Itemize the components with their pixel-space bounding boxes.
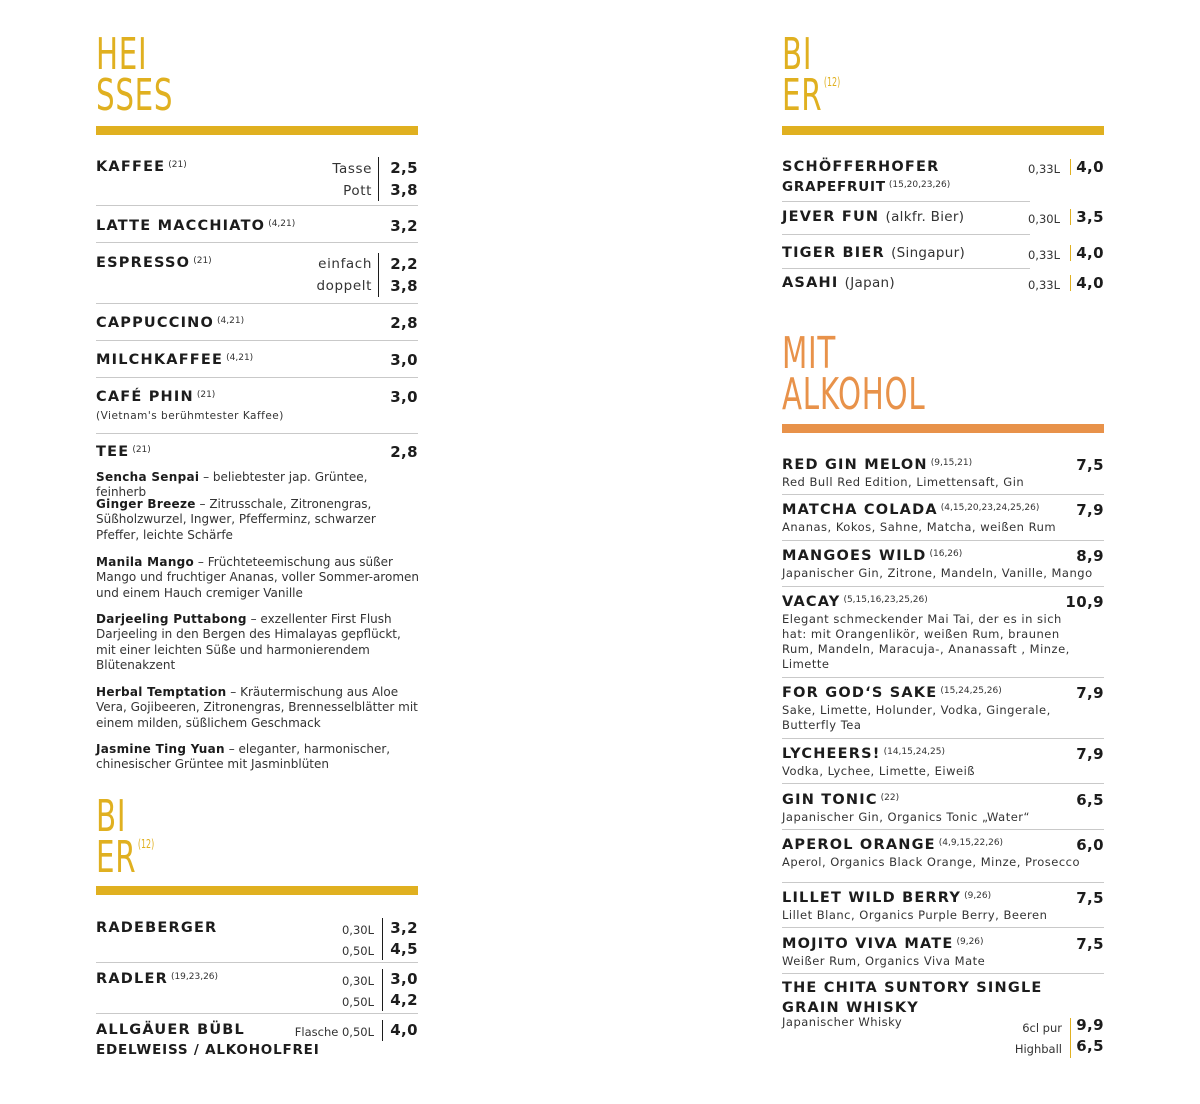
price: 3,0 xyxy=(390,388,418,406)
price: 7,5 xyxy=(1076,889,1104,907)
item-name: CAPPUCCINO xyxy=(96,315,215,331)
hot-heading-line-2: SSES xyxy=(96,70,174,121)
divider xyxy=(96,377,418,378)
menu-item-chita-whisky xyxy=(782,978,1104,1056)
item-name: VACAY xyxy=(782,594,841,610)
price: 3,2 xyxy=(390,919,418,937)
menu-item-aperol-orange xyxy=(782,835,1104,870)
size-label: Tasse xyxy=(332,161,372,177)
price: 2,8 xyxy=(390,314,418,332)
size-list xyxy=(342,971,374,1013)
price-divider xyxy=(1070,275,1071,291)
allergen-note: (4,15,20,23,24,25,26) xyxy=(940,503,1040,513)
price: 4,5 xyxy=(390,940,418,958)
size-list xyxy=(316,253,372,297)
item-name: TEE xyxy=(96,444,130,460)
price: 3,0 xyxy=(390,970,418,988)
tea-description: – Zitrusschale, Zitronengras, Süßholzwurzel, Ingwer, Pfefferminz, schwarzer Pfeffer, leichte Schärfe xyxy=(96,497,376,542)
divider xyxy=(96,242,418,243)
menu-item-jever-fun xyxy=(782,207,1104,227)
menu-item-red-gin-melon xyxy=(782,455,1104,490)
hot-heading-bar xyxy=(96,126,418,135)
price-divider xyxy=(378,253,379,297)
allergen-note: (5,15,16,23,25,26) xyxy=(843,595,928,605)
divider xyxy=(782,927,1104,928)
beer-heading xyxy=(96,791,155,883)
size-label: 0,33L xyxy=(1027,248,1060,262)
item-description: Sake, Limette, Holunder, Vodka, Gingerale, Butterfly Tea xyxy=(782,703,1051,732)
price: 7,9 xyxy=(1076,501,1104,519)
item-subtitle: (Vietnam's berühmtester Kaffee) xyxy=(96,410,284,422)
item-description: Lillet Blanc, Organics Purple Berry, Beeren xyxy=(782,908,1048,922)
menu-item-asahi xyxy=(782,273,1104,293)
item-name: ASAHI xyxy=(782,275,839,291)
price: 2,2 xyxy=(390,255,418,273)
price-divider xyxy=(382,1020,383,1041)
divider xyxy=(96,433,418,434)
price: 4,0 xyxy=(1076,274,1104,292)
price: 10,9 xyxy=(1065,593,1104,611)
tea-name: Darjeeling Puttabong xyxy=(96,612,247,626)
item-description: Aperol, Organics Black Orange, Minze, Prosecco xyxy=(782,855,1081,869)
cocktails-heading-line-1: MIT xyxy=(782,328,837,379)
item-name: RED GIN MELON xyxy=(782,457,928,473)
allergen-note: (16,26) xyxy=(929,549,963,559)
item-name: THE CHITA SUNTORY SINGLE xyxy=(782,980,1043,996)
menu-item-matcha-colada xyxy=(782,500,1104,535)
divider xyxy=(782,882,1104,883)
beer-heading-bar xyxy=(782,126,1104,135)
divider xyxy=(96,205,418,206)
divider xyxy=(782,829,1104,830)
divider xyxy=(782,973,1104,974)
menu-item-for-gods-sake xyxy=(782,683,1104,733)
allergen-note: (4,21) xyxy=(268,219,296,229)
divider xyxy=(782,738,1104,739)
tea-name: Herbal Temptation xyxy=(96,685,227,699)
item-detail: (Singapur) xyxy=(891,245,966,261)
item-name: APEROL ORANGE xyxy=(782,837,936,853)
allergen-note: (9,15,21) xyxy=(930,458,973,468)
price: 6,0 xyxy=(1076,836,1104,854)
item-description: Japanischer Gin, Organics Tonic „Water“ xyxy=(782,810,1030,824)
size-label: doppelt xyxy=(316,278,372,294)
menu-item-mangoes-wild xyxy=(782,546,1104,581)
beer-heading-line-2: ER xyxy=(782,70,823,121)
tea-name: Jasmine Ting Yuan xyxy=(96,742,225,756)
menu-item-milchkaffee xyxy=(96,350,418,370)
tea-description: – Kräutermischung aus Aloe Vera, Gojibeeren, Zitronengras, Brennesselblätter mit einem milden, süßlichem Geschmack xyxy=(96,685,418,730)
item-description: Vodka, Lychee, Limette, Eiweiß xyxy=(782,764,976,778)
price: 9,9 xyxy=(1076,1016,1104,1034)
menu-item-espresso xyxy=(96,253,418,295)
price-divider xyxy=(1070,245,1071,261)
allergen-note: (4,9,15,22,26) xyxy=(938,838,1004,848)
item-name: RADLER xyxy=(96,971,168,987)
price: 3,8 xyxy=(390,277,418,295)
menu-item-radeberger xyxy=(96,918,418,958)
price-divider xyxy=(1070,1018,1071,1058)
price: 4,0 xyxy=(1076,158,1104,176)
divider xyxy=(782,677,1104,678)
size-label: 0,50L xyxy=(341,944,374,958)
item-name-line-2: GRAIN WHISKY xyxy=(782,1000,919,1016)
price: 7,5 xyxy=(1076,935,1104,953)
price: 4,0 xyxy=(1076,244,1104,262)
allergen-note: (21) xyxy=(132,445,151,455)
tea-darjeeling xyxy=(96,612,421,674)
item-description: Japanischer Whisky xyxy=(782,1015,903,1029)
divider xyxy=(782,201,1030,202)
cocktails-heading-line-2: ALKOHOL xyxy=(782,369,926,420)
item-description: Red Bull Red Edition, Limettensaft, Gin xyxy=(782,475,1025,489)
size-label: 0,33L xyxy=(1027,162,1060,176)
item-name: KAFFEE xyxy=(96,159,166,175)
price: 7,9 xyxy=(1076,745,1104,763)
price-divider xyxy=(382,969,383,1011)
allergen-note: (15,20,23,26) xyxy=(888,180,951,190)
item-description: Weißer Rum, Organics Viva Mate xyxy=(782,954,986,968)
item-name: RADEBERGER xyxy=(96,920,218,936)
tea-description: – eleganter, harmonischer, chinesischer Grüntee mit Jasminblüten xyxy=(96,742,391,772)
price: 4,2 xyxy=(390,991,418,1009)
item-name: LATTE MACCHIATO xyxy=(96,218,266,234)
allergen-note: (19,23,26) xyxy=(170,972,219,982)
divider xyxy=(96,1013,418,1014)
price: 7,5 xyxy=(1076,456,1104,474)
size-label: 0,30L xyxy=(341,974,374,988)
allergen-note: (9,26) xyxy=(956,937,984,947)
menu-item-lillet-wild-berry xyxy=(782,888,1104,923)
menu-item-mojito-viva-mate xyxy=(782,934,1104,969)
price: 3,8 xyxy=(390,181,418,199)
size-label: 0,30L xyxy=(1027,212,1060,226)
item-name: ESPRESSO xyxy=(96,255,191,271)
beer-heading-line-2: ER xyxy=(96,832,137,883)
menu-item-allgaeuer-buebl xyxy=(96,1020,418,1060)
price: 6,5 xyxy=(1076,1037,1104,1055)
size-list xyxy=(1015,1018,1062,1060)
divider xyxy=(782,494,1104,495)
allergen-note: (4,21) xyxy=(226,353,254,363)
size-label: Highball xyxy=(1014,1042,1062,1056)
item-description: Ananas, Kokos, Sahne, Matcha, weißen Rum xyxy=(782,520,1057,534)
divider xyxy=(96,340,418,341)
price: 3,2 xyxy=(390,217,418,235)
divider xyxy=(782,540,1104,541)
item-name: MANGOES WILD xyxy=(782,548,927,564)
item-name-line-2: EDELWEISS / ALKOHOLFREI xyxy=(96,1042,320,1058)
menu-item-radler xyxy=(96,969,418,1009)
allergen-note: (12) xyxy=(137,837,155,851)
allergen-note: (14,15,24,25) xyxy=(883,747,945,757)
price-list xyxy=(1076,1015,1104,1057)
size-list xyxy=(342,920,374,962)
price-divider xyxy=(1070,209,1071,225)
menu-item-cappuccino xyxy=(96,313,418,333)
size-label: Pott xyxy=(343,183,372,199)
item-name: TIGER BIER xyxy=(782,245,885,261)
allergen-note: (9,26) xyxy=(964,891,992,901)
size-label: 0,30L xyxy=(341,923,374,937)
divider xyxy=(782,268,1030,269)
item-description: Elegant schmeckender Mai Tai, der es in sich hat: mit Orangenlikör, weißen Rum, braunen Rum, Mandeln, Maracuja-, Ananassaft , Minze, Limette xyxy=(782,612,1070,671)
item-name: ALLGÄUER BÜBL xyxy=(96,1022,245,1038)
beer-heading-line-1: BI xyxy=(96,791,127,842)
menu-item-cafe-phin xyxy=(96,387,418,424)
tea-ginger-breeze xyxy=(96,497,421,543)
item-name: CAFÉ PHIN xyxy=(96,389,194,405)
tea-description: – beliebtester jap. Grüntee, feinherb xyxy=(96,470,368,500)
item-name: FOR GOD‘S SAKE xyxy=(782,685,938,701)
price: 3,0 xyxy=(390,351,418,369)
hot-heading-line-1: HEI xyxy=(96,29,148,80)
beer-heading xyxy=(782,29,841,121)
allergen-note: (21) xyxy=(193,256,212,266)
price: 2,5 xyxy=(390,159,418,177)
divider xyxy=(782,234,1030,235)
price: 8,9 xyxy=(1076,547,1104,565)
tea-description: – exzellenter First Flush Darjeeling in den Bergen des Himalayas gepflückt, mit einer leichten Süße und harmonierendem Blütenakzent xyxy=(96,612,401,673)
size-label: Flasche 0,50L xyxy=(294,1025,374,1039)
divider xyxy=(782,586,1104,587)
size-list xyxy=(332,158,372,202)
allergen-note: (21) xyxy=(168,160,187,170)
divider xyxy=(782,783,1104,784)
item-name: SCHÖFFERHOFER xyxy=(782,159,940,175)
menu-item-kaffee xyxy=(96,157,418,199)
size-label: einfach xyxy=(318,256,372,272)
divider xyxy=(96,962,418,963)
item-name: MILCHKAFFEE xyxy=(96,352,224,368)
tea-manila-mango xyxy=(96,555,421,601)
item-detail: (Japan) xyxy=(844,275,895,291)
item-name-line-2: GRAPEFRUIT xyxy=(782,179,886,195)
beer-heading-bar xyxy=(96,886,418,895)
price-divider xyxy=(378,157,379,201)
divider xyxy=(96,303,418,304)
price-list xyxy=(390,918,418,960)
menu-item-vacay xyxy=(782,592,1104,672)
allergen-note: (22) xyxy=(880,793,900,803)
price-divider xyxy=(1070,159,1071,175)
menu-item-schoefferhofer xyxy=(782,157,1104,197)
price: 7,9 xyxy=(1076,684,1104,702)
tea-herbal-temptation xyxy=(96,685,421,731)
item-detail: (alkfr. Bier) xyxy=(885,209,965,225)
item-name: GIN TONIC xyxy=(782,792,878,808)
price: 6,5 xyxy=(1076,791,1104,809)
item-name: MATCHA COLADA xyxy=(782,502,938,518)
beer-heading-line-1: BI xyxy=(782,29,813,80)
hot-drinks-heading xyxy=(96,29,174,121)
item-name: JEVER FUN xyxy=(782,209,880,225)
menu-item-tee xyxy=(96,442,418,462)
allergen-note: (21) xyxy=(196,390,216,400)
size-label: 6cl pur xyxy=(1022,1021,1062,1035)
item-name: LILLET WILD BERRY xyxy=(782,890,962,906)
price-list xyxy=(390,157,418,201)
allergen-note: (12) xyxy=(823,75,841,89)
allergen-note: (4,21) xyxy=(217,316,245,326)
size-label: 0,50L xyxy=(341,995,374,1009)
menu-item-latte-macchiato xyxy=(96,216,418,236)
cocktails-heading xyxy=(782,328,926,420)
price: 3,5 xyxy=(1076,208,1104,226)
price: 4,0 xyxy=(390,1021,418,1039)
tea-name: Ginger Breeze xyxy=(96,497,196,511)
size-label: 0,33L xyxy=(1027,278,1060,292)
item-name: LYCHEERS! xyxy=(782,746,881,762)
price-list xyxy=(390,253,418,297)
tea-description: – Früchteteemischung aus süßer Mango und fruchtiger Ananas, voller Sommer-aromen und einem Hauch cremiger Vanille xyxy=(96,555,419,600)
allergen-note: (15,24,25,26) xyxy=(940,686,1002,696)
item-name: MOJITO VIVA MATE xyxy=(782,936,954,952)
menu-item-tiger-bier xyxy=(782,243,1104,263)
item-description: Japanischer Gin, Zitrone, Mandeln, Vanille, Mango xyxy=(782,566,1093,580)
tea-name: Sencha Senpai xyxy=(96,470,200,484)
menu-item-gin-tonic xyxy=(782,790,1104,825)
price-list xyxy=(390,969,418,1011)
tea-jasmine xyxy=(96,742,421,773)
menu-item-lycheers xyxy=(782,744,1104,779)
price-divider xyxy=(382,918,383,960)
cocktails-heading-bar xyxy=(782,424,1104,433)
tea-name: Manila Mango xyxy=(96,555,195,569)
price: 2,8 xyxy=(390,443,418,461)
